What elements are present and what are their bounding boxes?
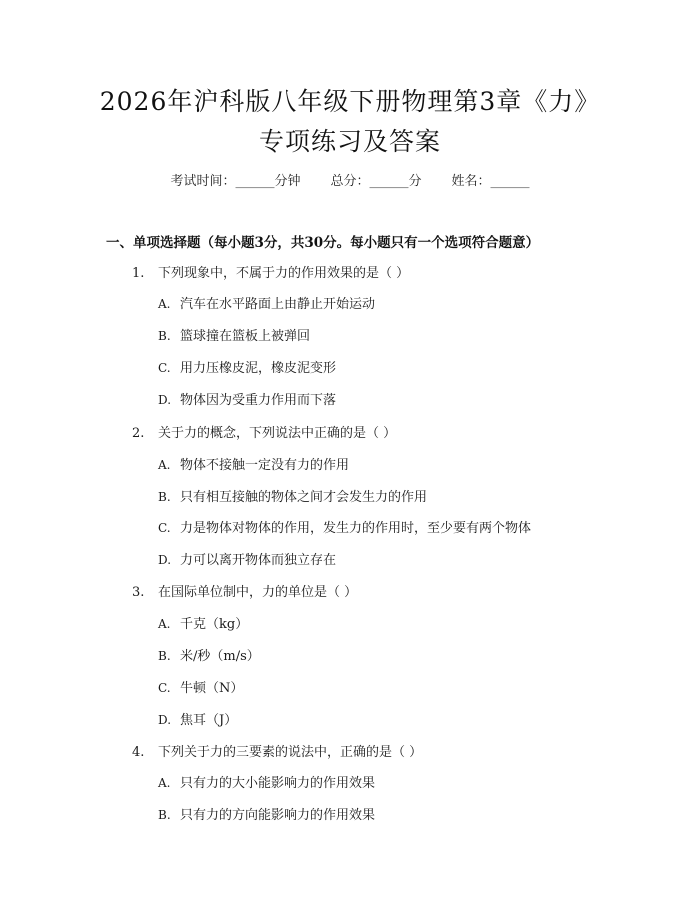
option-text: 只有力的大小能影响力的作用效果 bbox=[180, 776, 376, 791]
option-text: 千克（kg） bbox=[180, 617, 249, 632]
option-letter: D. bbox=[158, 393, 172, 407]
option-text: 力可以离开物体而独立存在 bbox=[180, 553, 337, 568]
option-letter: C. bbox=[158, 681, 171, 695]
option-letter: A. bbox=[158, 458, 171, 472]
option-letter: A. bbox=[158, 617, 171, 631]
option-letter: A. bbox=[158, 776, 171, 790]
question-3 bbox=[132, 581, 357, 600]
question-text: 下列现象中，不属于力的作用效果的是（ ） bbox=[158, 266, 410, 281]
option-letter: B. bbox=[158, 649, 171, 663]
total-score-label: 总分：______分 bbox=[330, 174, 422, 189]
option-text: 米/秒（m/s） bbox=[180, 649, 260, 664]
question-number: 2. bbox=[132, 426, 145, 441]
question-1-option-c bbox=[158, 357, 336, 376]
question-1 bbox=[132, 262, 409, 281]
option-letter: B. bbox=[158, 490, 171, 504]
question-number: 4. bbox=[132, 745, 145, 760]
question-text: 在国际单位制中，力的单位是（ ） bbox=[158, 585, 358, 600]
student-name-label: 姓名：______ bbox=[451, 174, 530, 189]
question-text: 关于力的概念，下列说法中正确的是（ ） bbox=[158, 426, 397, 441]
exam-meta-line bbox=[0, 170, 700, 189]
question-number: 1. bbox=[132, 266, 145, 281]
question-2 bbox=[132, 422, 396, 441]
option-text: 牛顿（N） bbox=[180, 681, 244, 696]
option-letter: B. bbox=[158, 808, 171, 822]
option-text: 物体因为受重力作用而下落 bbox=[180, 393, 337, 408]
document-title-line2: 专项练习及答案 bbox=[258, 127, 441, 156]
option-text: 物体不接触一定没有力的作用 bbox=[180, 458, 350, 473]
question-2-option-c bbox=[158, 517, 531, 536]
question-text: 下列关于力的三要素的说法中，正确的是（ ） bbox=[158, 745, 423, 760]
exam-time-label: 考试时间：______分钟 bbox=[170, 174, 301, 189]
section-heading-single-choice: 一、单项选择题（每小题3分，共30分。每小题只有一个选项符合题意） bbox=[106, 235, 540, 251]
option-letter: D. bbox=[158, 713, 172, 727]
option-text: 只有相互接触的物体之间才会发生力的作用 bbox=[180, 490, 428, 505]
option-text: 篮球撞在篮板上被弹回 bbox=[180, 329, 311, 344]
question-1-option-a bbox=[158, 293, 375, 312]
question-1-option-b bbox=[158, 325, 310, 344]
question-4-option-a bbox=[158, 772, 375, 791]
question-number: 3. bbox=[132, 585, 145, 600]
question-4 bbox=[132, 741, 422, 760]
question-1-option-d bbox=[158, 389, 336, 408]
option-letter: D. bbox=[158, 553, 172, 567]
question-3-option-c bbox=[158, 677, 243, 696]
option-text: 用力压橡皮泥，橡皮泥变形 bbox=[180, 361, 337, 376]
option-letter: C. bbox=[158, 521, 171, 535]
question-3-option-b bbox=[158, 645, 260, 664]
option-text: 焦耳（J） bbox=[180, 713, 238, 728]
option-text: 汽车在水平路面上由静止开始运动 bbox=[180, 297, 376, 312]
document-title-line1: 2026年沪科版八年级下册物理第3章《力》 bbox=[99, 87, 601, 116]
question-3-option-a bbox=[158, 613, 248, 632]
option-text: 力是物体对物体的作用，发生力的作用时，至少要有两个物体 bbox=[180, 521, 532, 536]
option-letter: B. bbox=[158, 329, 171, 343]
question-2-option-d bbox=[158, 549, 336, 568]
question-4-option-b bbox=[158, 804, 375, 823]
question-3-option-d bbox=[158, 709, 237, 728]
option-letter: C. bbox=[158, 361, 171, 375]
question-2-option-b bbox=[158, 486, 427, 505]
option-text: 只有力的方向能影响力的作用效果 bbox=[180, 808, 376, 823]
option-letter: A. bbox=[158, 297, 171, 311]
question-2-option-a bbox=[158, 454, 349, 473]
